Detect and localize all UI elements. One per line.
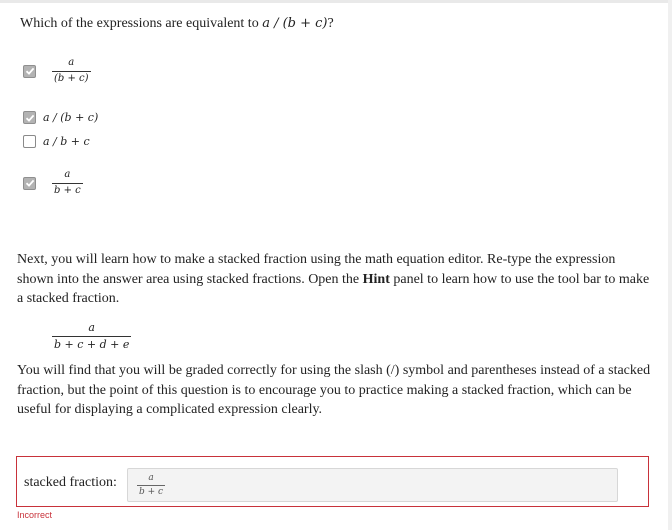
option-4-fraction: $\frac{a}{b + c}$ [54, 169, 81, 196]
checkbox-option-3[interactable] [23, 135, 36, 148]
checkbox-option-2[interactable] [23, 111, 36, 124]
right-scroll-edge [668, 0, 672, 530]
answer-input[interactable] [127, 468, 618, 502]
top-border [0, 0, 672, 3]
instructions-paragraph: Next, you will learn how to make a stacked fraction using the math equation editor. Re-type the expression shown into the answer area using stacked fractions. Open the Hint panel to learn how to use the tool bar to make a stacked fraction. [17, 252, 650, 306]
question-text: Which of the expressions are equivalent to a / (b + c)? [20, 16, 334, 31]
status-incorrect: Incorrect [17, 510, 53, 520]
example-fraction: $\frac{a}{b + c + d + e}$ [54, 321, 130, 351]
answer-area [16, 456, 649, 507]
option-2[interactable] [23, 111, 98, 124]
answer-label: stacked fraction: [24, 475, 117, 490]
option-3[interactable] [23, 135, 90, 148]
checkmark-icon [25, 66, 35, 76]
option-2-expression: a / (b + c) [43, 111, 99, 124]
checkmark-icon [25, 113, 35, 123]
option-1[interactable] [23, 57, 91, 85]
hint-keyword: Hint [362, 271, 390, 287]
answer-fraction: a b + c [139, 473, 164, 497]
question-expression: a / (b + c) [262, 16, 328, 31]
option-4[interactable] [23, 169, 83, 197]
note-paragraph: You will find that you will be graded correctly for using the slash (/) symbol and parentheses instead of a stacked fraction, but the point of this question is to encourage you to practice making a stacked fraction, which can be useful for displaying a complicated expression clearly. [17, 363, 651, 417]
option-1-fraction: $\frac{a}{(b + c)}$ [54, 57, 89, 84]
option-3-expression: a / b + c [43, 135, 90, 148]
checkmark-icon [25, 178, 35, 188]
checkbox-option-4[interactable] [23, 177, 36, 190]
checkbox-option-1[interactable] [23, 65, 36, 78]
